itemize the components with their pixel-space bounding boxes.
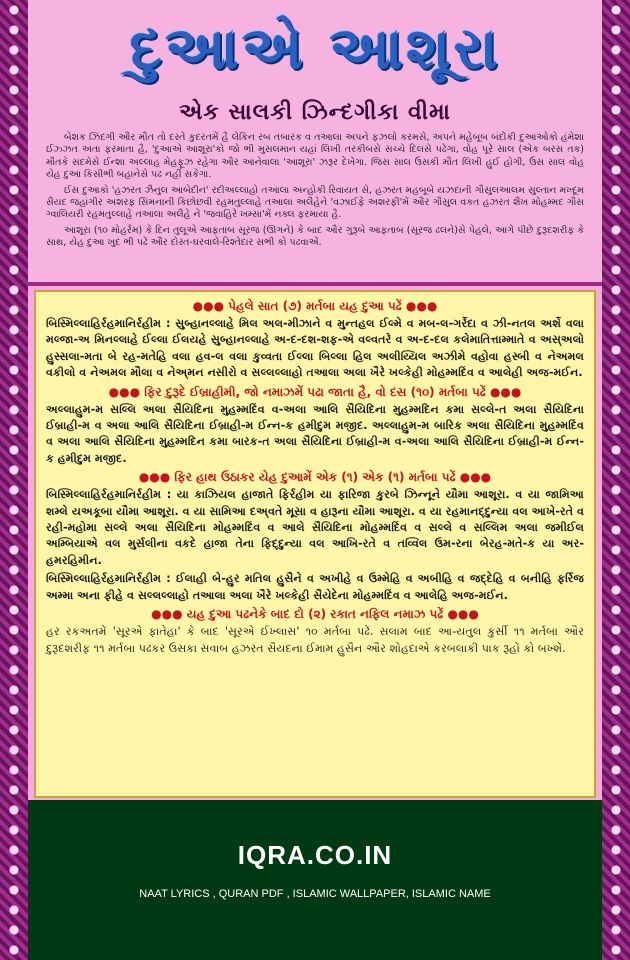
page-subtitle: એક સાલકી ઝિન્દગીકા વીમા bbox=[179, 100, 451, 125]
site-name-link[interactable]: IQRA.CO.IN bbox=[237, 840, 393, 870]
intro-text bbox=[46, 132, 584, 253]
section-heading: ●●● પેહલે સાત (૭) મર્તબા યહ દુઆ પઢેં ●●● bbox=[192, 299, 438, 313]
section-heading: ●●● યહ દુઆ પઢનેકે બાદ દો (૨) રકાત નફિલ નમાઝ પઢેં ●●● bbox=[151, 607, 479, 622]
instruction-paragraph: હર રકઅતમેં 'સૂરએ ફાતેહા' કે બાદ 'સૂરએ ઈખ્લાસ' ૧૦ મર્તબા પઢેં. સલામ બાદ આ-યતુલ કુર્સી ૧૧ મર્તબા ઔર દુરૂદશરીફ ૧૧ મર્તબા પઢકર ઉસકા સવાબ હઝરત સૈયદના ઈમામ હુસૈન ઔર શોહદાએ કરબલાકી પાક રૂહોં કો બખ્શેં. bbox=[46, 625, 584, 655]
section-heading: ●●● ફિર દુરૂદે ઈબ્રાહીમી, જો નમાઝમેં પઢા જાતા હૈ, વો દસ (૧૦) મર્તબા પઢેં ●●● bbox=[108, 384, 522, 399]
dua-paragraph: બિસ્મિલ્લાહિર્રહમાનિર્રહીમ : સુબ્હાનલ્લાહે મિલ અલ-મીઝાને વ મુન્તહલ ઈલ્મે વ મબ-લ-ગર્રેદા વ ઝી-નતલ અર્શે વલા મલ્જા-અ મિનલ્લાહે ઈલ્લા ઈલયહે સુબ્હાનલ્લાહે અ-દ-દશ-શફ-એ વલ્વતરે વ અ-દ-દલ કલેમાતિત્તામ્માતે વ અસ્અલો હુસ્સલા-મતા બે રહ-મતેહિ વલા હવ-લ વલા કુવ્વતા ઈલ્લા બિલ્લા હિલ અલીય્યિલ અઝીમે વહોવા હસ્બી વ નેઅમલ વકીલો વ નેઅમલ મૌલા વ નેઅ્મન નસીરો વ સલ્લલ્લાહો તઆલા અલા ખૈરે ખલ્કેહી મોહમ્મદિંવ વ આલેહી અજ-મઈન. bbox=[46, 317, 584, 380]
dua-body-panel bbox=[34, 290, 596, 798]
page-title: દુઆએ આશૂરા bbox=[129, 14, 501, 82]
intro-paragraph: બેશક ઝિંદગી ઔર મૌત તો દસ્તે કુદરતમેં હૈ લેકિન રબ તબારક વ તઆલા અપને ફઝલો કરમસે, અપને મહેબૂબ બંદોંકી દુઆઓકો હંમેશા ઈઝ્ઝત અતા ફરમાતા હૈ, 'દુઆએ આશૂરા'કો જો ભી મુસલમાન યહાં લિખી તરકીબસે સચ્ચે દિલસે પઢેગા, વોહ પૂરે સાલ (એક બરસ તક) મૌતકે સદમેસે ઈન્શા અલ્લાહ મેહફૂઝ રહેગા ઔર આનેવાલા 'આશૂરા' ઝરૂર દેખેગા. જિસ સાલ ઉસકી મૌત લિખી હુઈ હોગી, ઉસ સાલ વોહ યેહ દુઆ કિસીભી બહાનેસે પઢ નહીં સકેગા. bbox=[46, 132, 584, 181]
site-tagline: NAAT LYRICS , QURAN PDF , ISLAMIC WALLPAPER, ISLAMIC NAME bbox=[139, 888, 491, 900]
section-heading: ●●● ફિર હાથ ઉઠાકર યેહ દુઆમેં એક (૧) એક (૧) મર્તબા પઢેં ●●● bbox=[138, 470, 492, 485]
poster-content bbox=[28, 0, 602, 960]
dua-paragraph: બિસ્મિલ્લાહિર્રહમાનિર્રહીમ : ઈલાહી બે-હુર મતિલ હુસૈને વ અખીહે વ ઉમ્મેહિ વ અબીહિ વ જદ્દેહિ વ બનીહિ ફર્રિજ અમ્મા અના ફીહે વ સલ્લલ્લાહો તઆલા અલા ખૈરે ખલ્કેહી સૈયેદેના મોહમ્મદિંવ વ આલેહિ અજ-મઈન. bbox=[46, 572, 584, 602]
footer-banner bbox=[28, 800, 602, 960]
right-ornament-border bbox=[602, 0, 630, 960]
intro-paragraph: આશૂરા (૧૦ મોહર્રમ) કે દિન તુલૂએ આફતાબ સૂરજ (ઊગને) કે બાદ ઔર ગુરૂબે આફતાબ (સૂરજ ઢલને)સે પેહલે, આગે પીછે દુરૂદશરીફ કે સાથ, યેહ દુઆ ખુદ ભી પઢેં ઔર દોસ્ત-ઘરવાલે-રિશ્તેદાર સભી કો પઢવાએં. bbox=[46, 224, 584, 249]
intro-paragraph: ઈસ દુઆકો 'હઝરત ઝૈનુલ આબેદીન' રદીઅલ્લાહો તઆલા અન્હોકી રિવાયત સે, હઝરત મહબૂબે યઝદાની ગૌસુલઆલમ સુલ્તાન મખ્દૂમ સૈયદ જહાંગીર અશરફ સિમનાની કિછોછવી રહમતુલ્લાહે તઆલા અલૈહેને 'વઝાઈફે અશરફી'મેં ઔર ગૌસુલ વકત હઝરત શૈખ મોહમ્મદ ગૌસ ગ્વાલિયરી રહમતુલ્લાહે તઆલા અલૈહે ને 'જવાહિરે ખમ્સા'મેં નક્લ ફરમાયા હૈ. bbox=[46, 184, 584, 221]
left-ornament-border bbox=[0, 0, 28, 960]
header-panel bbox=[28, 0, 602, 286]
dua-paragraph: અલ્લાહુમ-મ સલ્લિ અલા સૈયિદિના મુહમ્મદિંવ વ-અલા આલિ સૈયિદિના મુહમ્મદિન કમા સલ્લે-ત અલા સૈયિદિના ઈબ્રાહી-મ વ અલા આલિ સૈયિદિના ઈબ્રાહી-મ ઈન્ન-ક હમીદુમ મજીદ. અલ્લાહુમ-મ બારિક અલા સૈયિદિના મુહમ્મદિંવ વ અલા આલિ સૈયિદિના મુહમ્મદિન કમા બારક-ત અલા સૈયિદિના ઈબ્રાહી-મ વ-અલા આલિ સૈયિદિના ઈબ્રાહી-મ ઈન્ન-ક હમીદુમ મજીદ. bbox=[46, 402, 584, 465]
dua-paragraph: બિસ્મિલ્લાહિર્રહમાનિર્રહીમ : યા કાઝિયલ હાજાતે ફિર્રહીમ યા ફારિજા કુરબે ઝિન્નૂને યૌમા આશૂરા. વ યા જામિઆ શમ્લે યઅકૂબા યૌમા આશૂરા. વ યા સામિઆ દઅ્વતે મૂસા વ હારૂના યૌમા આશૂરા. વ યા રહમાનદ્દુન્યા વલ આખે-રતે વ રહી-મહોમા સલ્લે અલા સૈયિદિના મોહમ્મદિંવ વ આલે સૈયિદિના મોહમ્મદિંવ વ સલ્લે વ સલ્લિમ અલા જમીઈલ અમ્બિયાએ વલ મુર્સલીના વકદે હાજા તેના ફિદ્દુન્યા વલ આખિ-રતે વ તવ્વિલ ઉમ-રના બેરહ-મતે-ક યા અર-હમરહિમીન. bbox=[46, 488, 584, 567]
